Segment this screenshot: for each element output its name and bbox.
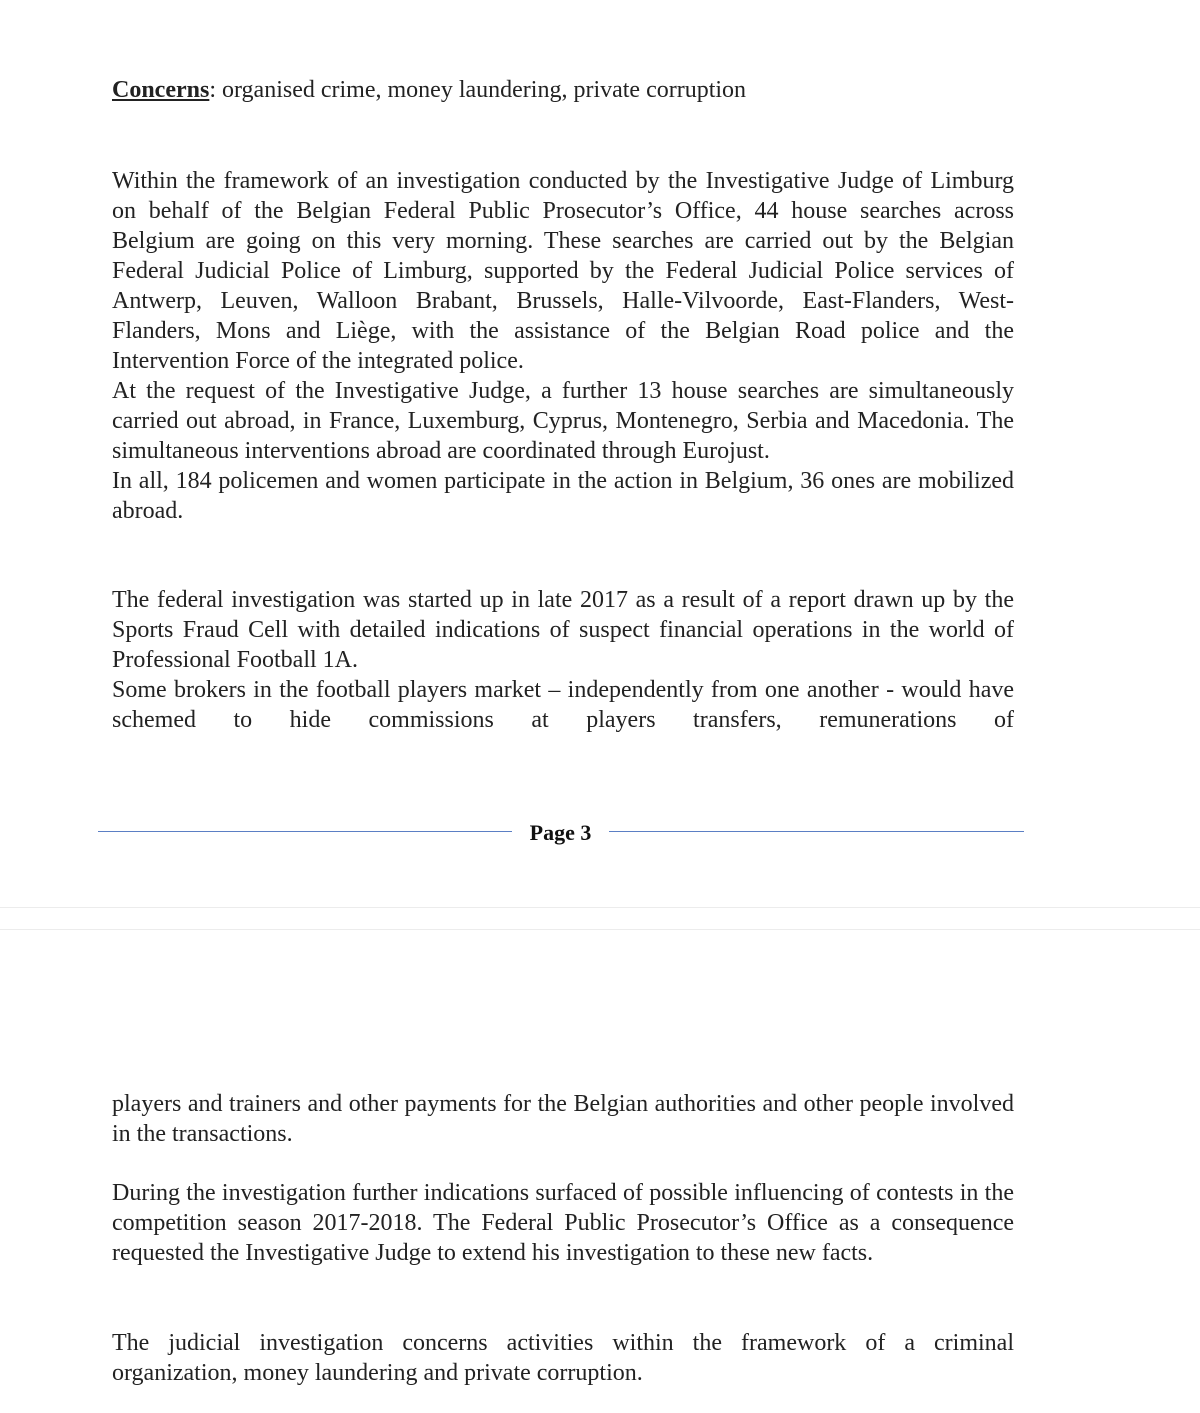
concerns-line: [112, 75, 746, 105]
page-number: Page 3: [529, 820, 592, 845]
paragraph-brokers: Some brokers in the football players market – independently from one another - would have schemed to hide commissions at players transfers, remunerations of: [112, 677, 1014, 733]
paragraph-influencing: During the investigation further indications surfaced of possible influencing of contests in the competition season 2017-2018. The Federal Public Prosecutor’s Office as a consequence requested the Investigative Judge to extend his investigation to these new facts.: [112, 1180, 1014, 1266]
paragraph-federal-investigation: The federal investigation was started up in late 2017 as a result of a report drawn up by the Sports Fraud Cell with detailed indications of suspect financial operations in the world of Professional Football 1A.: [112, 587, 1014, 673]
footer-rule-right: [609, 831, 1024, 832]
page-footer: [98, 818, 1024, 848]
influencing-section: [112, 1178, 1014, 1268]
paragraph-conclusion: The judicial investigation concerns activities within the framework of a criminal organization, money laundering and private corruption.: [112, 1330, 1014, 1386]
searches-section: [112, 166, 1014, 526]
conclusion-section: [112, 1328, 1014, 1388]
paragraph-police-count: In all, 184 policemen and women participate in the action in Belgium, 36 ones are mobilized abroad.: [112, 468, 1014, 524]
concerns-label: Concerns: [112, 77, 210, 103]
concerns-text: : organised crime, money laundering, private corruption: [209, 77, 747, 103]
paragraph-searches-abroad: At the request of the Investigative Judge, a further 13 house searches are simultaneously carried out abroad, in France, Luxemburg, Cyprus, Montenegro, Serbia and Macedonia. The simultaneous interventions abroad are coordinated through Eurojust.: [112, 378, 1014, 464]
paragraph-continuation: players and trainers and other payments for the Belgian authorities and other people involved in the transactions.: [112, 1091, 1014, 1147]
page-separator: [0, 907, 1200, 930]
paragraph-house-searches: Within the framework of an investigation conducted by the Investigative Judge of Limburg on behalf of the Belgian Federal Public Prosecutor’s Office, 44 house searches across Belgium are going on this very morning. These searches are carried out by the Belgian Federal Judicial Police of Limburg, supported by the Federal Judicial Police services of Antwerp, Leuven, Walloon Brabant, Brussels, Halle-Vilvoorde, East-Flanders, West-Flanders, Mons and Liège, with the assistance of the Belgian Road police and the Intervention Force of the integrated police.: [112, 168, 1014, 374]
continuation-section: [112, 1089, 1014, 1149]
footer-rule-left: [98, 831, 512, 832]
investigation-section: [112, 585, 1014, 735]
